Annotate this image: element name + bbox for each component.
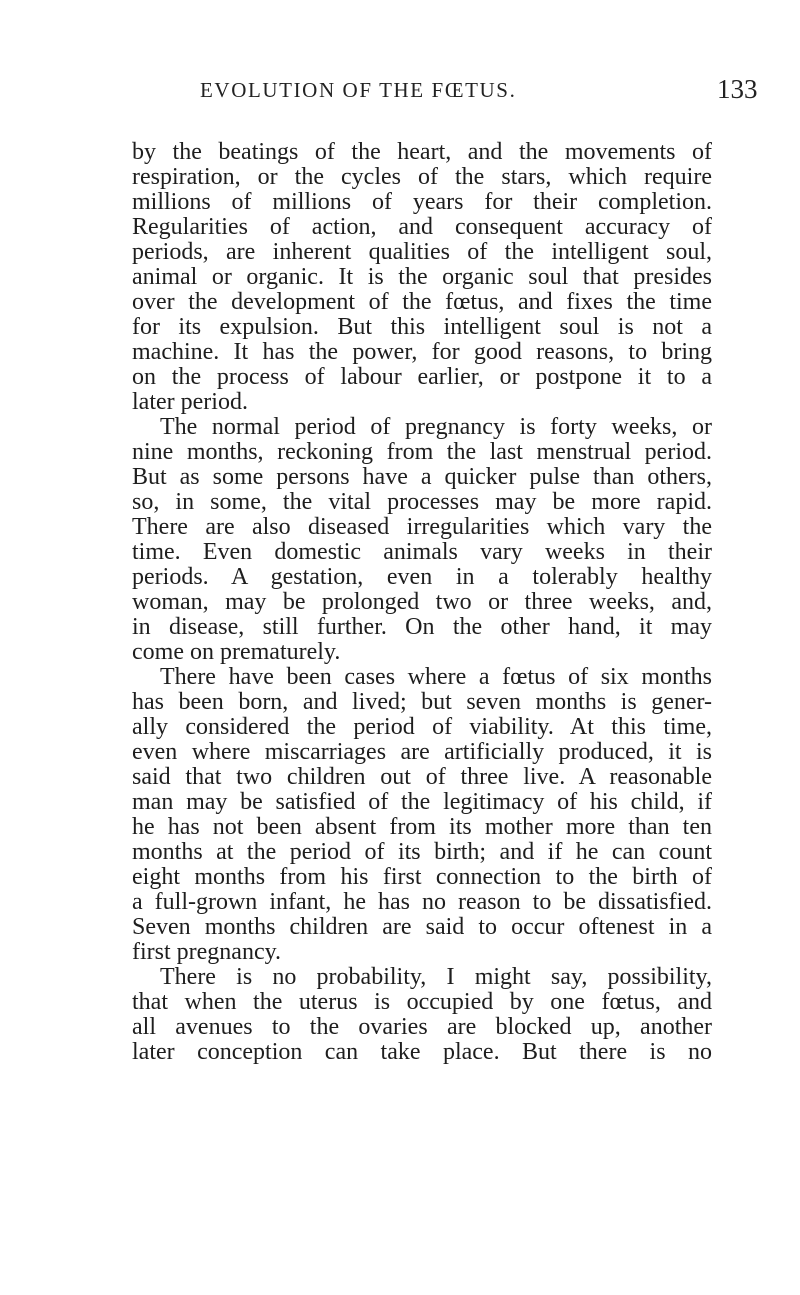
text-line: But as some persons have a quicker pulse than others,: [132, 464, 712, 490]
text-line: respiration, or the cycles of the stars, which require: [132, 164, 712, 190]
text-line: periods. A gestation, even in a tolerably healthy: [132, 564, 712, 590]
text-line: said that two children out of three live. A reasonable: [132, 764, 712, 790]
text-line: later period.: [132, 389, 248, 415]
text-line: even where miscarriages are artificially produced, it is: [132, 739, 712, 765]
text-line: a full-grown infant, he has no reason to be dissatisfied.: [132, 889, 712, 915]
text-line: time. Even domestic animals vary weeks in their: [132, 539, 712, 565]
text-line: by the beatings of the heart, and the movements of: [132, 139, 712, 165]
text-line: animal or organic. It is the organic soul that presides: [132, 264, 712, 290]
running-title: EVOLUTION OF THE FŒTUS.: [200, 78, 517, 102]
paragraph: [132, 140, 712, 415]
text-line: first pregnancy.: [132, 939, 282, 965]
text-line: for its expulsion. But this intelligent soul is not a: [132, 314, 712, 340]
text-line: over the development of the fœtus, and fixes the time: [132, 289, 712, 315]
text-line: periods, are inherent qualities of the intelligent soul,: [132, 239, 712, 265]
text-line: ally considered the period of viability. At this time,: [132, 714, 712, 740]
text-line: machine. It has the power, for good reasons, to bring: [132, 339, 712, 365]
text-line: man may be satisfied of the legitimacy of his child, if: [132, 789, 712, 815]
text-line: months at the period of its birth; and if he can count: [132, 839, 712, 865]
text-line: so, in some, the vital processes may be more rapid.: [132, 489, 712, 515]
text-line: Seven months children are said to occur oftenest in a: [132, 914, 712, 940]
text-line: The normal period of pregnancy is forty weeks, or: [160, 414, 712, 440]
text-line: There are also diseased irregularities which vary the: [132, 514, 712, 540]
page-number: 133: [717, 74, 758, 104]
text-line: on the process of labour earlier, or postpone it to a: [132, 364, 712, 390]
text-line: eight months from his first connection to the birth of: [132, 864, 712, 890]
body-text: [132, 140, 712, 1065]
text-line: Regularities of action, and consequent accuracy of: [132, 214, 712, 240]
text-line: There is no probability, I might say, possibility,: [160, 964, 712, 990]
text-line: There have been cases where a fœtus of six months: [160, 664, 712, 690]
text-line: all avenues to the ovaries are blocked up, another: [132, 1014, 712, 1040]
text-line: later conception can take place. But there is no: [132, 1039, 712, 1065]
text-line: millions of millions of years for their completion.: [132, 189, 712, 215]
text-line: woman, may be prolonged two or three weeks, and,: [132, 589, 712, 615]
text-line: come on prematurely.: [132, 639, 341, 665]
text-line: has been born, and lived; but seven months is gener-: [132, 689, 712, 715]
paragraph: [132, 415, 712, 665]
text-line: he has not been absent from its mother more than ten: [132, 814, 712, 840]
paragraph: [132, 965, 712, 1065]
text-line: that when the uterus is occupied by one fœtus, and: [132, 989, 712, 1015]
text-line: nine months, reckoning from the last menstrual period.: [132, 439, 712, 465]
text-line: in disease, still further. On the other hand, it may: [132, 614, 712, 640]
paragraph: [132, 665, 712, 965]
